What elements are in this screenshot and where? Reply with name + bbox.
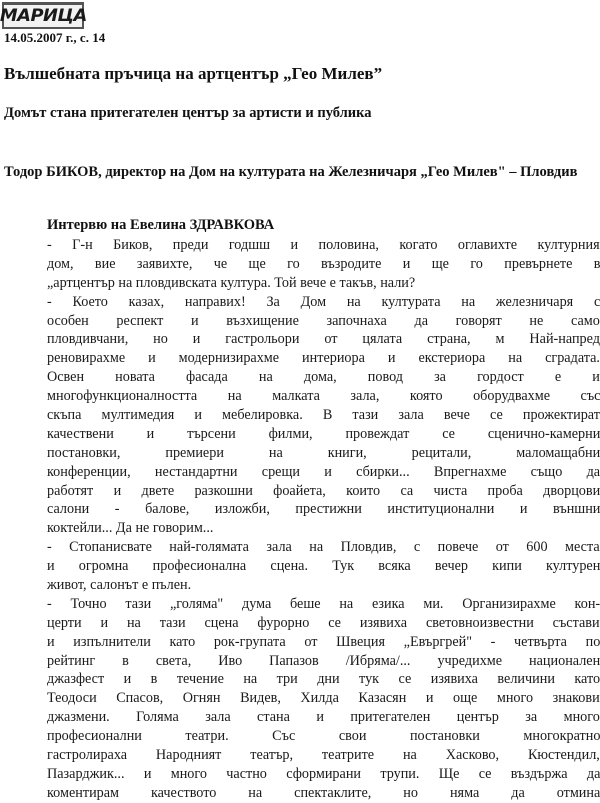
body-text-line: Освен новата фасада на дома, повод за гордост е и (47, 369, 600, 386)
body-text-line: Пазарджик... и много частно сформирани трупи. Ще се въздържа да (47, 765, 600, 782)
body-text-line: - Точно тази „голяма" дума беше на езика ми. Организирахме кон- (47, 595, 600, 612)
body-text-line: особен респект и възхищение започнаха да говорят не само (47, 312, 600, 329)
body-text-line: качествени и търсени филми, провеждат се сценично-камерни (47, 425, 600, 442)
article-body (47, 236, 600, 803)
newspaper-logo (0, 2, 87, 29)
body-text-line: рейтинг в света, Иво Папазов /Ибряма/... учредихме национален (47, 652, 600, 669)
body-text-line: джазфест и в течение на три дни тук се изявиха величини като (47, 671, 600, 688)
body-text-line: салони - балове, изложби, престижни институционални и външни (47, 501, 600, 518)
body-text-line: реновирахме и модернизирахме интериора и екстериора на сградата. (47, 350, 600, 367)
body-text-line: церти и на тази сцена фурорно се изявиха световноизвестни състави (47, 614, 600, 631)
body-text-line: професионални театри. Със свои постановки многократно (47, 728, 600, 745)
body-text-line: скъпа мултимедия и мебелировка. В тази зала вече се прожектират (47, 407, 600, 424)
body-text-line: и изпълнители като рок-групата от Швеция „Евъргрей" - четвърта по (47, 633, 600, 650)
body-text-line: - Г-н Биков, преди годшш и половина, когато оглавихте културния (47, 237, 600, 253)
article-subhead: Домът стана притегателен център за артисти и публика (4, 105, 372, 121)
body-text-line: коктейли... Да не говорим... (47, 520, 214, 537)
body-text-line: - Което казах, направих! За Дом на културата на железничаря с (47, 293, 600, 310)
body-text-line: живот, салонът е пълен. (47, 577, 192, 594)
body-text-line: джазмени. Голяма зала стана и притегателен център за много (47, 709, 600, 726)
body-text-line: работят и двете разкошни фоайета, които са чиста проба дворцови (47, 482, 600, 499)
dateline: 14.05.2007 г., с. 14 (4, 30, 106, 45)
body-text-line: коментирам качеството на спектаклите, но няма да отмина (47, 784, 600, 801)
article-byline: Тодор БИКОВ, директор на Дом на културата на Железничаря „Гео Милев" – Пловдив (4, 164, 578, 180)
body-text-line: постановки, премиери на книги, рецитали, маломащабни (47, 444, 600, 461)
body-text-line: „артцентър на пловдивската култура. Той вече е такъв, нали? (47, 274, 416, 291)
interviewer-credit: Интервю на Евелина ЗДРАВКОВА (47, 217, 275, 233)
body-text-line: конференции, нестандартни срещи и сбирки... Впрегнахме също да (47, 463, 600, 480)
logo-text: МАРИЦА (0, 6, 87, 26)
body-text-line: и огромна професионална сцена. Тук всяка вечер кипи културен (47, 558, 600, 575)
body-text-line: дом, вие заявихте, че ще го възродите и ще го превърнете в (47, 255, 600, 272)
body-text-line: многофункционалността на малката зала, която оборудвахме със (47, 388, 600, 405)
article-headline: Вълшебната пръчица на артцентър „Гео Милев” (4, 64, 383, 83)
body-text-line: гастролираха Народният театър, театрите на Хасково, Кюстендил, (47, 747, 600, 764)
body-text-line: пловдивчани, но и гастрольори от цялата страна, м Най-напред (47, 331, 600, 348)
body-text-line: - Стопанисвате най-голямата зала на Пловдив, с повече от 600 места (47, 539, 600, 556)
body-text-line: Теодоси Спасов, Огнян Видев, Хилда Казасян и още много знакови (47, 690, 600, 707)
